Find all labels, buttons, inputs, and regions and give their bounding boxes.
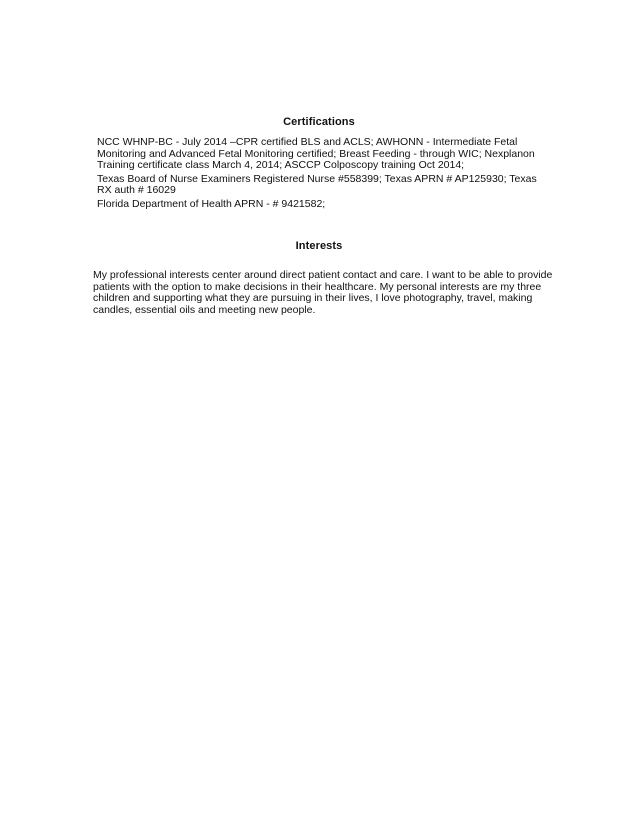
certifications-list: [97, 137, 547, 212]
certification-entry-ncc: NCC WHNP-BC - July 2014 –CPR certified BLS and ACLS; AWHONN - Intermediate Fetal Monitoring and Advanced Fetal Monitoring certified; Breast Feeding - through WIC; Nexplanon Training certificate class March 4, 2014; ASCCP Colposcopy training Oct 2014;: [97, 136, 535, 171]
interests-paragraph: My professional interests center around direct patient contact and care. I want to be able to provide patients with the option to make decisions in their healthcare. My personal interests are my three children and supporting what they are pursuing in their lives, I love photography, travel, making candles, essential oils and meeting new people.: [93, 269, 553, 316]
certification-entry-texas: Texas Board of Nurse Examiners Registered Nurse #558399; Texas APRN # AP125930; Texas RX auth # 16029: [97, 172, 537, 196]
certifications-heading: Certifications: [283, 116, 355, 128]
interests-heading: Interests: [295, 240, 343, 252]
certification-entry-florida: Florida Department of Health APRN - # 9421582;: [97, 197, 326, 210]
